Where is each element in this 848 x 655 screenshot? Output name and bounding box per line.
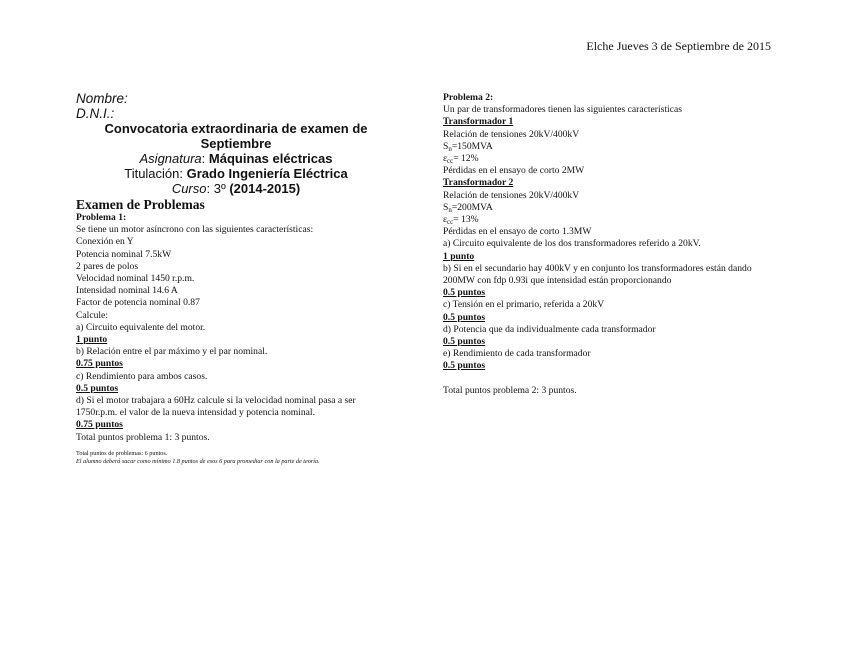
problem1-points-a: 1 punto [76, 334, 108, 346]
ecc-symbol: ε [443, 214, 448, 226]
problem2-points-d: 0.5 puntos [443, 336, 486, 348]
sn-value: =200MVA [451, 201, 493, 213]
dni-label: D.N.I.: [76, 106, 115, 121]
problem1-line: Calcule: [76, 309, 108, 321]
transformer2-ecc [443, 214, 783, 226]
problem1-question-d: d) Si el motor trabajara a 60Hz calcule si la velocidad nominal pasa a ser 1750r.p.m. el valor de la nueva intensidad y potencia nominal. [76, 395, 356, 419]
sn-symbol: S [443, 140, 449, 152]
titulacion-line [76, 166, 396, 181]
problem1-line: 2 pares de polos [76, 260, 139, 272]
ecc-symbol: ε [443, 153, 448, 165]
exam-title-line1: Convocatoria extraordinaria de examen de [104, 121, 368, 136]
nombre-label: Nombre: [76, 91, 128, 106]
problem1-line: Se tiene un motor asíncrono con las siguientes características: [76, 224, 314, 236]
problem2-points-c: 0.5 puntos [443, 311, 486, 323]
transformer1-title: Transformador 1 [443, 116, 514, 128]
sn-subscript: n [448, 205, 452, 214]
curso-years: (2014-2015) [229, 181, 301, 196]
problem1-title: Problema 1: [76, 212, 127, 223]
problem1-points-d: 0.75 puntos [76, 419, 123, 431]
asignatura-line: Asignatura: Máquinas eléctricas [139, 151, 333, 166]
problem2-question-d: d) Potencia que da individualmente cada transformador [443, 323, 656, 335]
ecc-value: = 13% [453, 214, 479, 226]
exam-date: Elche Jueves 3 de Septiembre de 2015 [586, 39, 771, 53]
problem2-points-e: 0.5 puntos [443, 360, 486, 372]
ecc-value: = 12% [453, 153, 479, 165]
curso-label: Curso [171, 181, 207, 196]
transformer1-sn [443, 141, 783, 153]
problem1-line: Factor de potencia nominal 0.87 [76, 297, 200, 309]
transformer2-ratio: Relación de tensiones 20kV/400kV [443, 189, 580, 201]
problem1-line: Velocidad nominal 1450 r.p.m. [76, 273, 195, 285]
problem2-question-c: c) Tensión en el primario, referida a 20kV [443, 299, 605, 311]
footnote-total: Total puntos de problemas: 6 puntos. [76, 449, 168, 457]
right-column [443, 92, 783, 397]
problem2-intro: Un par de transformadores tienen las siguientes características [443, 104, 682, 116]
transformer1-ecc [443, 153, 783, 165]
footnote-minimum: El alumno deberá sacar como mínimo 1.8 puntos de esos 6 para promediar con la parte de teoría. [76, 457, 320, 465]
problem1-question-a: a) Circuito equivalente del motor. [76, 321, 206, 333]
sn-symbol: S [443, 201, 449, 213]
left-column [76, 91, 396, 466]
problem1-line: Intensidad nominal 14.6 A [76, 285, 178, 297]
exam-title-line2: Septiembre [200, 136, 272, 151]
problem1-line: Conexión en Y [76, 236, 134, 248]
problem2-question-a: a) Circuito equivalente de los dos transformadores referido a 20kV. [443, 238, 701, 250]
transformer1-ratio: Relación de tensiones 20kV/400kV [443, 128, 580, 140]
asignatura-value: Máquinas eléctricas [208, 151, 333, 166]
problem2-points-b: 0.5 puntos [443, 287, 486, 299]
problem2-points-a: 1 punto [443, 250, 475, 262]
ecc-subscript: cc [447, 157, 454, 166]
sn-value: =150MVA [451, 140, 493, 152]
asignatura-label: Asignatura [139, 151, 202, 166]
problem1-question-b: b) Relación entre el par máximo y el par nominal. [76, 346, 268, 358]
problem1-line: Potencia nominal 7.5kW [76, 248, 172, 260]
curso-line: Curso: 3º (2014-2015) [171, 181, 301, 196]
problem1-total: Total puntos problema 1: 3 puntos. [76, 431, 210, 443]
ecc-subscript: cc [447, 218, 454, 227]
problem2-title: Problema 2: [443, 92, 494, 103]
problem1-points-c: 0.5 puntos [76, 382, 119, 394]
titulacion-label: Titulación: [124, 166, 184, 181]
problem2-question-b: b) Si en el secundario hay 400kV y en conjunto los transformadores están dando 200MW con fdp 0.93i que intensidad están proporcionando [443, 262, 752, 287]
transformer1-losses: Pérdidas en el ensayo de corto 2MW [443, 165, 585, 177]
section-heading: Examen de Problemas [76, 197, 205, 212]
transformer2-title: Transformador 2 [443, 177, 514, 189]
problem1-points-b: 0.75 puntos [76, 358, 123, 370]
problem2-question-e: e) Rendimiento de cada transformador [443, 348, 591, 360]
problem1-question-c: c) Rendimiento para ambos casos. [76, 370, 208, 382]
transformer2-sn [443, 202, 783, 214]
transformer2-losses: Pérdidas en el ensayo de corto 1.3MW [443, 226, 592, 238]
problem2-total: Total puntos problema 2: 3 puntos. [443, 384, 577, 396]
sn-subscript: n [448, 144, 452, 153]
titulacion-value: Grado Ingeniería Eléctrica [186, 166, 348, 181]
curso-value: 3º [213, 181, 226, 196]
